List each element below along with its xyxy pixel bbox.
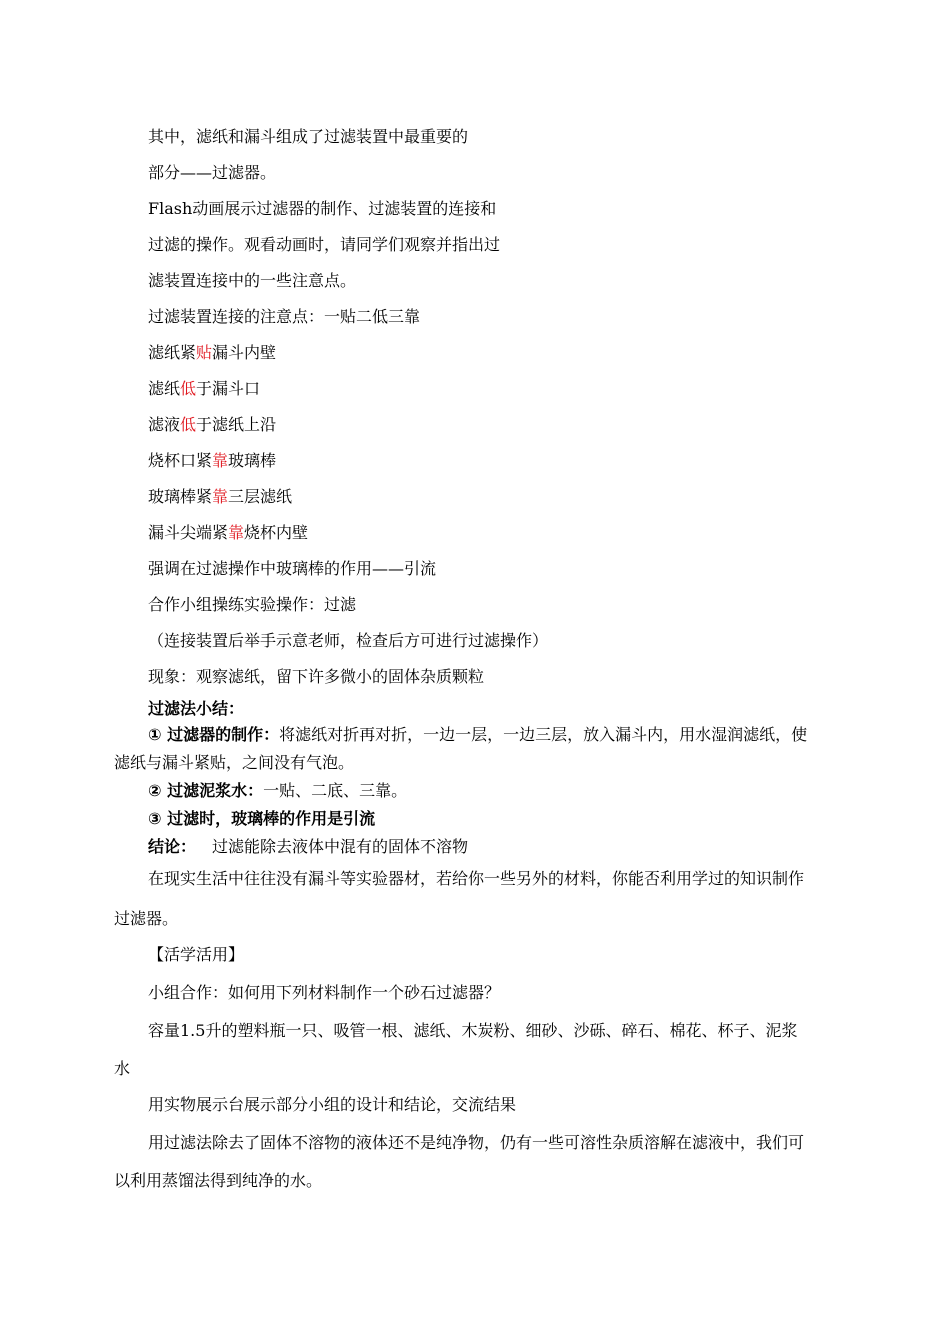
text-line: 以利用蒸馏法得到纯净的水。	[114, 1171, 323, 1190]
text-line: 用过滤法除去了固体不溶物的液体还不是纯净物，仍有一些可溶性杂质溶解在滤液中，我们可	[148, 1133, 805, 1152]
highlight-keyword: 靠	[228, 523, 245, 542]
filter-point: 漏斗尖端紧靠烧杯内壁	[148, 523, 309, 542]
filter-point: 烧杯口紧靠玻璃棒	[148, 451, 277, 470]
text-line: 滤装置连接中的一些注意点。	[148, 271, 357, 290]
text-line: 其中，滤纸和漏斗组成了过滤装置中最重要的	[148, 127, 469, 146]
summary-item-2: ② 过滤泥浆水：一贴、二底、三靠。	[148, 781, 408, 800]
highlight-keyword: 贴	[196, 343, 213, 362]
highlight-keyword: 低	[180, 415, 197, 434]
text-line: 过滤装置连接的注意点：一贴二低三靠	[148, 307, 421, 326]
filter-point: 滤纸紧贴漏斗内壁	[148, 343, 277, 362]
text-line: 部分——过滤器。	[148, 163, 277, 182]
text-line: 过滤器。	[114, 909, 179, 928]
summary-item-1: ① 过滤器的制作：将滤纸对折再对折，一边一层，一边三层，放入漏斗内，用水湿润滤纸，使	[148, 725, 808, 744]
text-line: 现象：观察滤纸，留下许多微小的固体杂质颗粒	[148, 667, 485, 686]
text-line: 用实物展示台展示部分小组的设计和结论，交流结果	[148, 1095, 517, 1114]
conclusion: 结论： 过滤能除去液体中混有的固体不溶物	[148, 837, 469, 856]
filter-point: 玻璃棒紧靠三层滤纸	[148, 487, 293, 506]
text-line: 合作小组操练实验操作：过滤	[148, 595, 357, 614]
summary-title: 过滤法小结：	[148, 699, 245, 718]
highlight-keyword: 靠	[212, 451, 229, 470]
text-line: Flash动画展示过滤器的制作、过滤装置的连接和	[148, 199, 497, 218]
section-heading: 【活学活用】	[148, 945, 245, 964]
highlight-keyword: 低	[180, 379, 197, 398]
text-line: 小组合作：如何用下列材料制作一个砂石过滤器？	[148, 983, 501, 1002]
summary-item-3: ③ 过滤时，玻璃棒的作用是引流	[148, 809, 376, 828]
highlight-keyword: 靠	[212, 487, 229, 506]
filter-point: 滤纸低于漏斗口	[148, 379, 261, 398]
filter-point: 滤液低于滤纸上沿	[148, 415, 277, 434]
text-line: 过滤的操作。观看动画时，请同学们观察并指出过	[148, 235, 501, 254]
text-line: 水	[114, 1059, 131, 1078]
summary-item-1-cont: 滤纸与漏斗紧贴，之间没有气泡。	[114, 753, 355, 772]
text-line: 强调在过滤操作中玻璃棒的作用——引流	[148, 559, 437, 578]
text-line: 在现实生活中往往没有漏斗等实验器材，若给你一些另外的材料，你能否利用学过的知识制作	[148, 869, 805, 888]
text-line: （连接装置后举手示意老师，检查后方可进行过滤操作）	[148, 631, 549, 650]
text-line: 容量1.5升的塑料瓶一只、吸管一根、滤纸、木炭粉、细砂、沙砾、碎石、棉花、杯子、泥浆	[148, 1021, 798, 1040]
